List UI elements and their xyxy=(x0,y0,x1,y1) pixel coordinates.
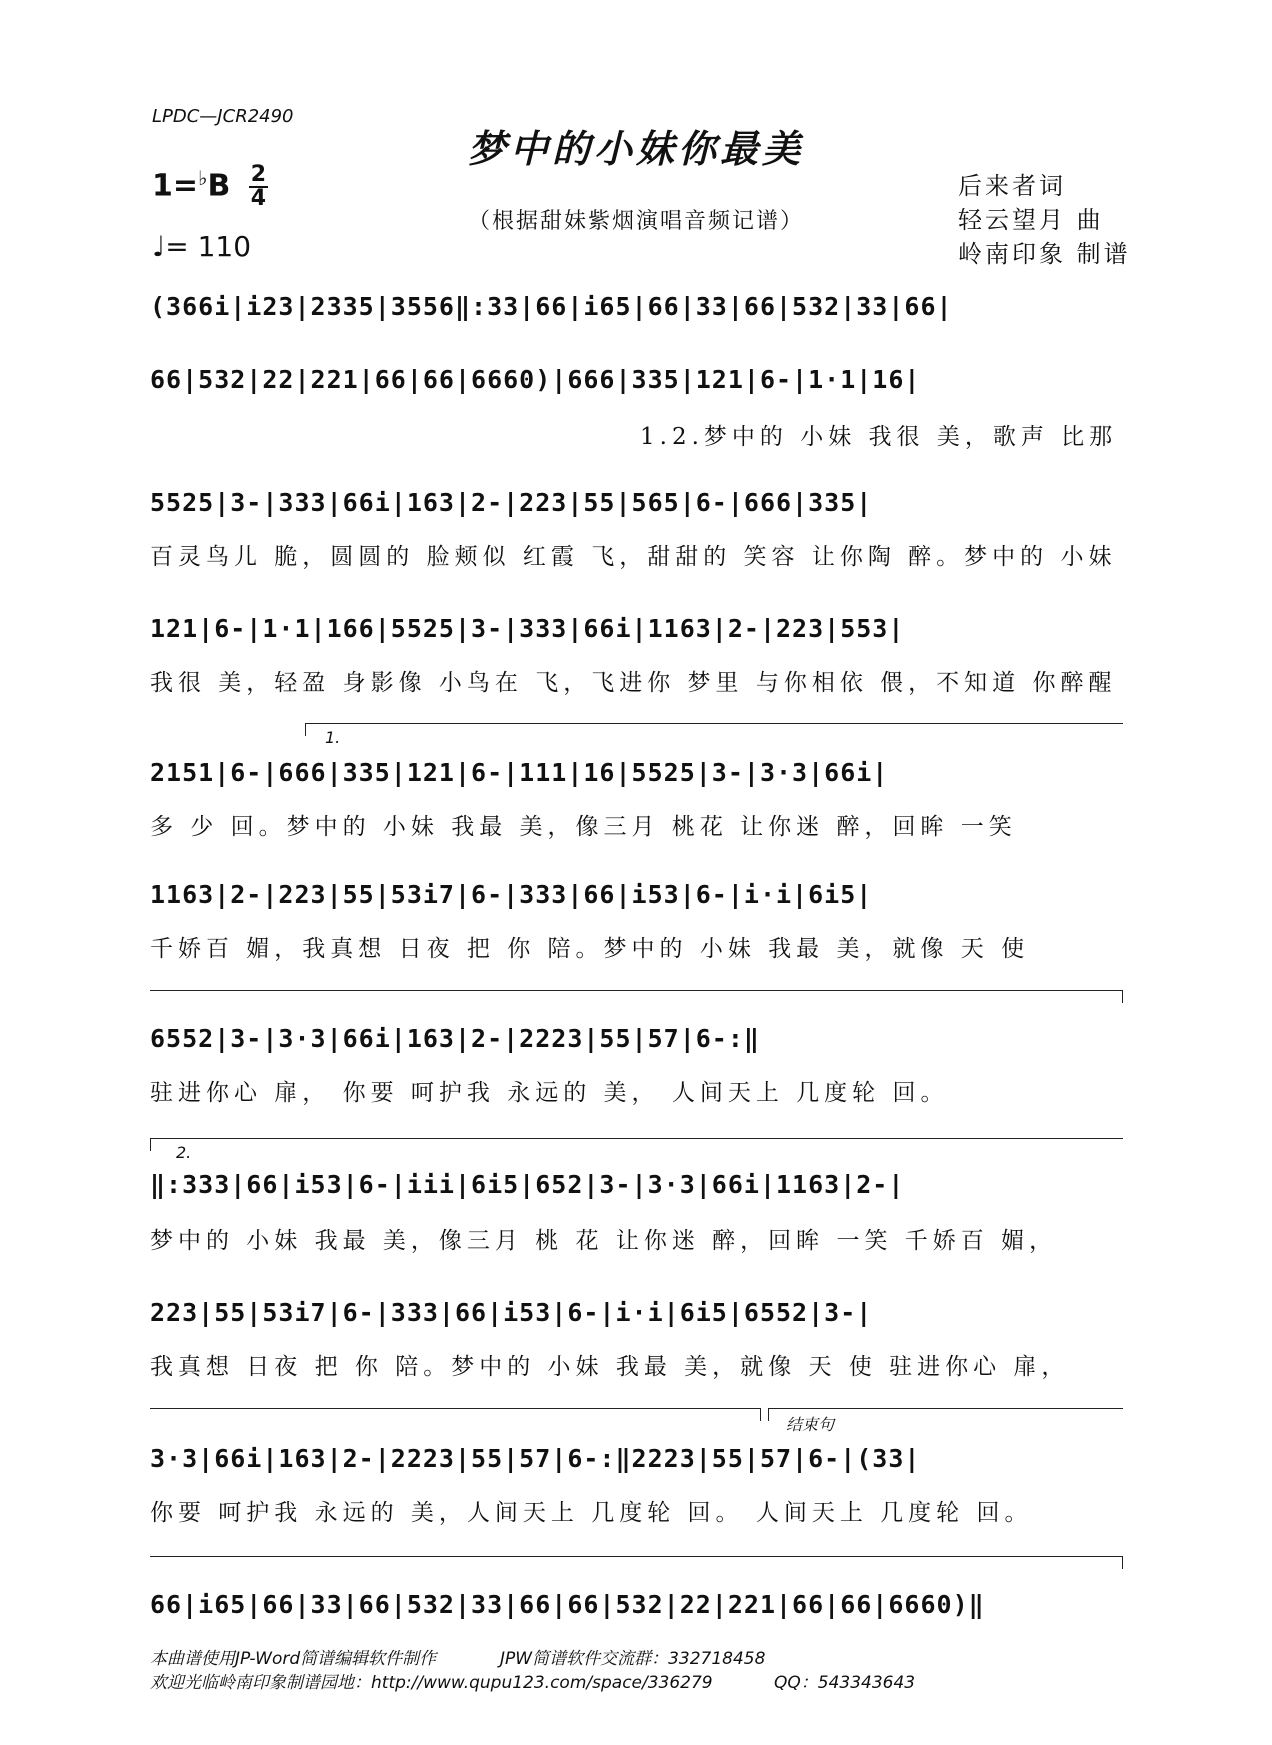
lyric-line-9: 我真想 日夜 把 你 陪。梦中的 小妹 我最 美，就像 天 使 驻进你心 扉， xyxy=(150,1354,1070,1380)
second-ending-continuation xyxy=(150,1408,761,1421)
tempo-mark: ♩= 110 xyxy=(152,230,252,263)
notation-line-4: 121|6-|1·1|166|5525|3-|333|66i|1163|2-|223|553| xyxy=(150,614,905,643)
notation-line-11: 66|i65|66|33|66|532|33|66|66|532|22|221|66|66|6660)‖ xyxy=(150,1590,985,1619)
notation-line-9: 223|55|53i7|6-|333|66|i53|6-|i·i|6i5|6552|3-| xyxy=(150,1298,873,1327)
time-numerator: 2 xyxy=(250,162,267,187)
notation-line-6: 1163|2-|223|55|53i7|6-|333|66|i53|6-|i·i|6i5| xyxy=(150,880,873,909)
lyric-line-4: 我很 美，轻盈 身影像 小鸟在 飞，飞进你 梦里 与你相依 偎，不知道 你醉醒 xyxy=(150,670,1117,696)
footer-qq: QQ：543343643 xyxy=(774,1673,916,1693)
coda-continuation xyxy=(150,1556,1123,1569)
notation-line-10: 3·3|66i|163|2-|2223|55|57|6-:‖2223|55|57|6-|(33| xyxy=(150,1444,921,1473)
first-ending-label: 1. xyxy=(325,728,341,747)
footer-software-note: 本曲谱使用JP-Word简谱编辑软件制作 xyxy=(150,1649,437,1669)
second-ending-bracket xyxy=(150,1138,1123,1151)
song-subtitle: （根据甜妹紫烟演唱音频记谱） xyxy=(467,209,804,234)
footer-website-link[interactable]: 欢迎光临岭南印象制谱园地：http://www.qupu123.com/space/336279 xyxy=(150,1673,713,1693)
song-title: 梦中的小妹你最美 xyxy=(467,126,804,171)
notation-line-8: ‖:333|66|i53|6-|iii|6i5|652|3-|3·3|66i|1163|2-| xyxy=(150,1170,905,1199)
lyric-line-7: 驻进你心 扉， 你要 呵护我 永远的 美， 人间天上 几度轮 回。 xyxy=(150,1080,949,1106)
second-ending-label: 2. xyxy=(176,1143,192,1162)
first-ending-continuation xyxy=(150,990,1123,1003)
arranger-credit: 岭南印象 制谱 xyxy=(958,240,1131,268)
key-signature xyxy=(152,164,268,210)
composer-credit: 轻云望月 曲 xyxy=(958,206,1104,234)
notation-line-2: 66|532|22|221|66|66|6660)|666|335|121|6-|1·1|16| xyxy=(150,365,921,394)
first-ending-bracket xyxy=(305,723,1123,736)
footer-group-note: JPW简谱软件交流群：332718458 xyxy=(500,1649,766,1669)
notation-line-3: 5525|3-|333|66i|163|2-|223|55|565|6-|666|335| xyxy=(150,488,873,517)
lyric-line-8: 梦中的 小妹 我最 美，像三月 桃 花 让你迷 醉，回眸 一笑 千娇百 媚， xyxy=(150,1228,1058,1254)
coda-label: 结束句 xyxy=(786,1415,835,1434)
lyric-line-2: 1.2.梦中的 小妹 我很 美，歌声 比那 xyxy=(640,424,1118,450)
key-note: B xyxy=(207,168,231,204)
lyric-line-6: 千娇百 媚，我真想 日夜 把 你 陪。梦中的 小妹 我最 美，就像 天 使 xyxy=(150,936,1030,962)
time-denominator: 4 xyxy=(250,186,267,211)
notation-line-5: 2151|6-|666|335|121|6-|111|16|5525|3-|3·3|66i| xyxy=(150,758,889,787)
lyric-line-10: 你要 呵护我 永远的 美，人间天上 几度轮 回。 人间天上 几度轮 回。 xyxy=(150,1500,1033,1526)
notation-line-1: (366i|i23|2335|3556‖:33|66|i65|66|33|66|532|33|66| xyxy=(150,292,953,321)
time-signature xyxy=(249,164,268,210)
lyric-line-5: 多 少 回。梦中的 小妹 我最 美，像三月 桃花 让你迷 醉，回眸 一笑 xyxy=(150,814,1017,840)
lyric-line-3: 百灵鸟儿 脆，圆圆的 脸颊似 红霞 飞，甜甜的 笑容 让你陶 醉。梦中的 小妹 xyxy=(150,544,1117,570)
flat-icon: ♭ xyxy=(198,166,208,190)
score-code: LPDC—JCR2490 xyxy=(152,106,294,127)
lyricist-credit: 后来者词 xyxy=(958,172,1066,200)
notation-line-7: 6552|3-|3·3|66i|163|2-|2223|55|57|6-:‖ xyxy=(150,1024,760,1053)
key-prefix: 1= xyxy=(152,168,199,204)
